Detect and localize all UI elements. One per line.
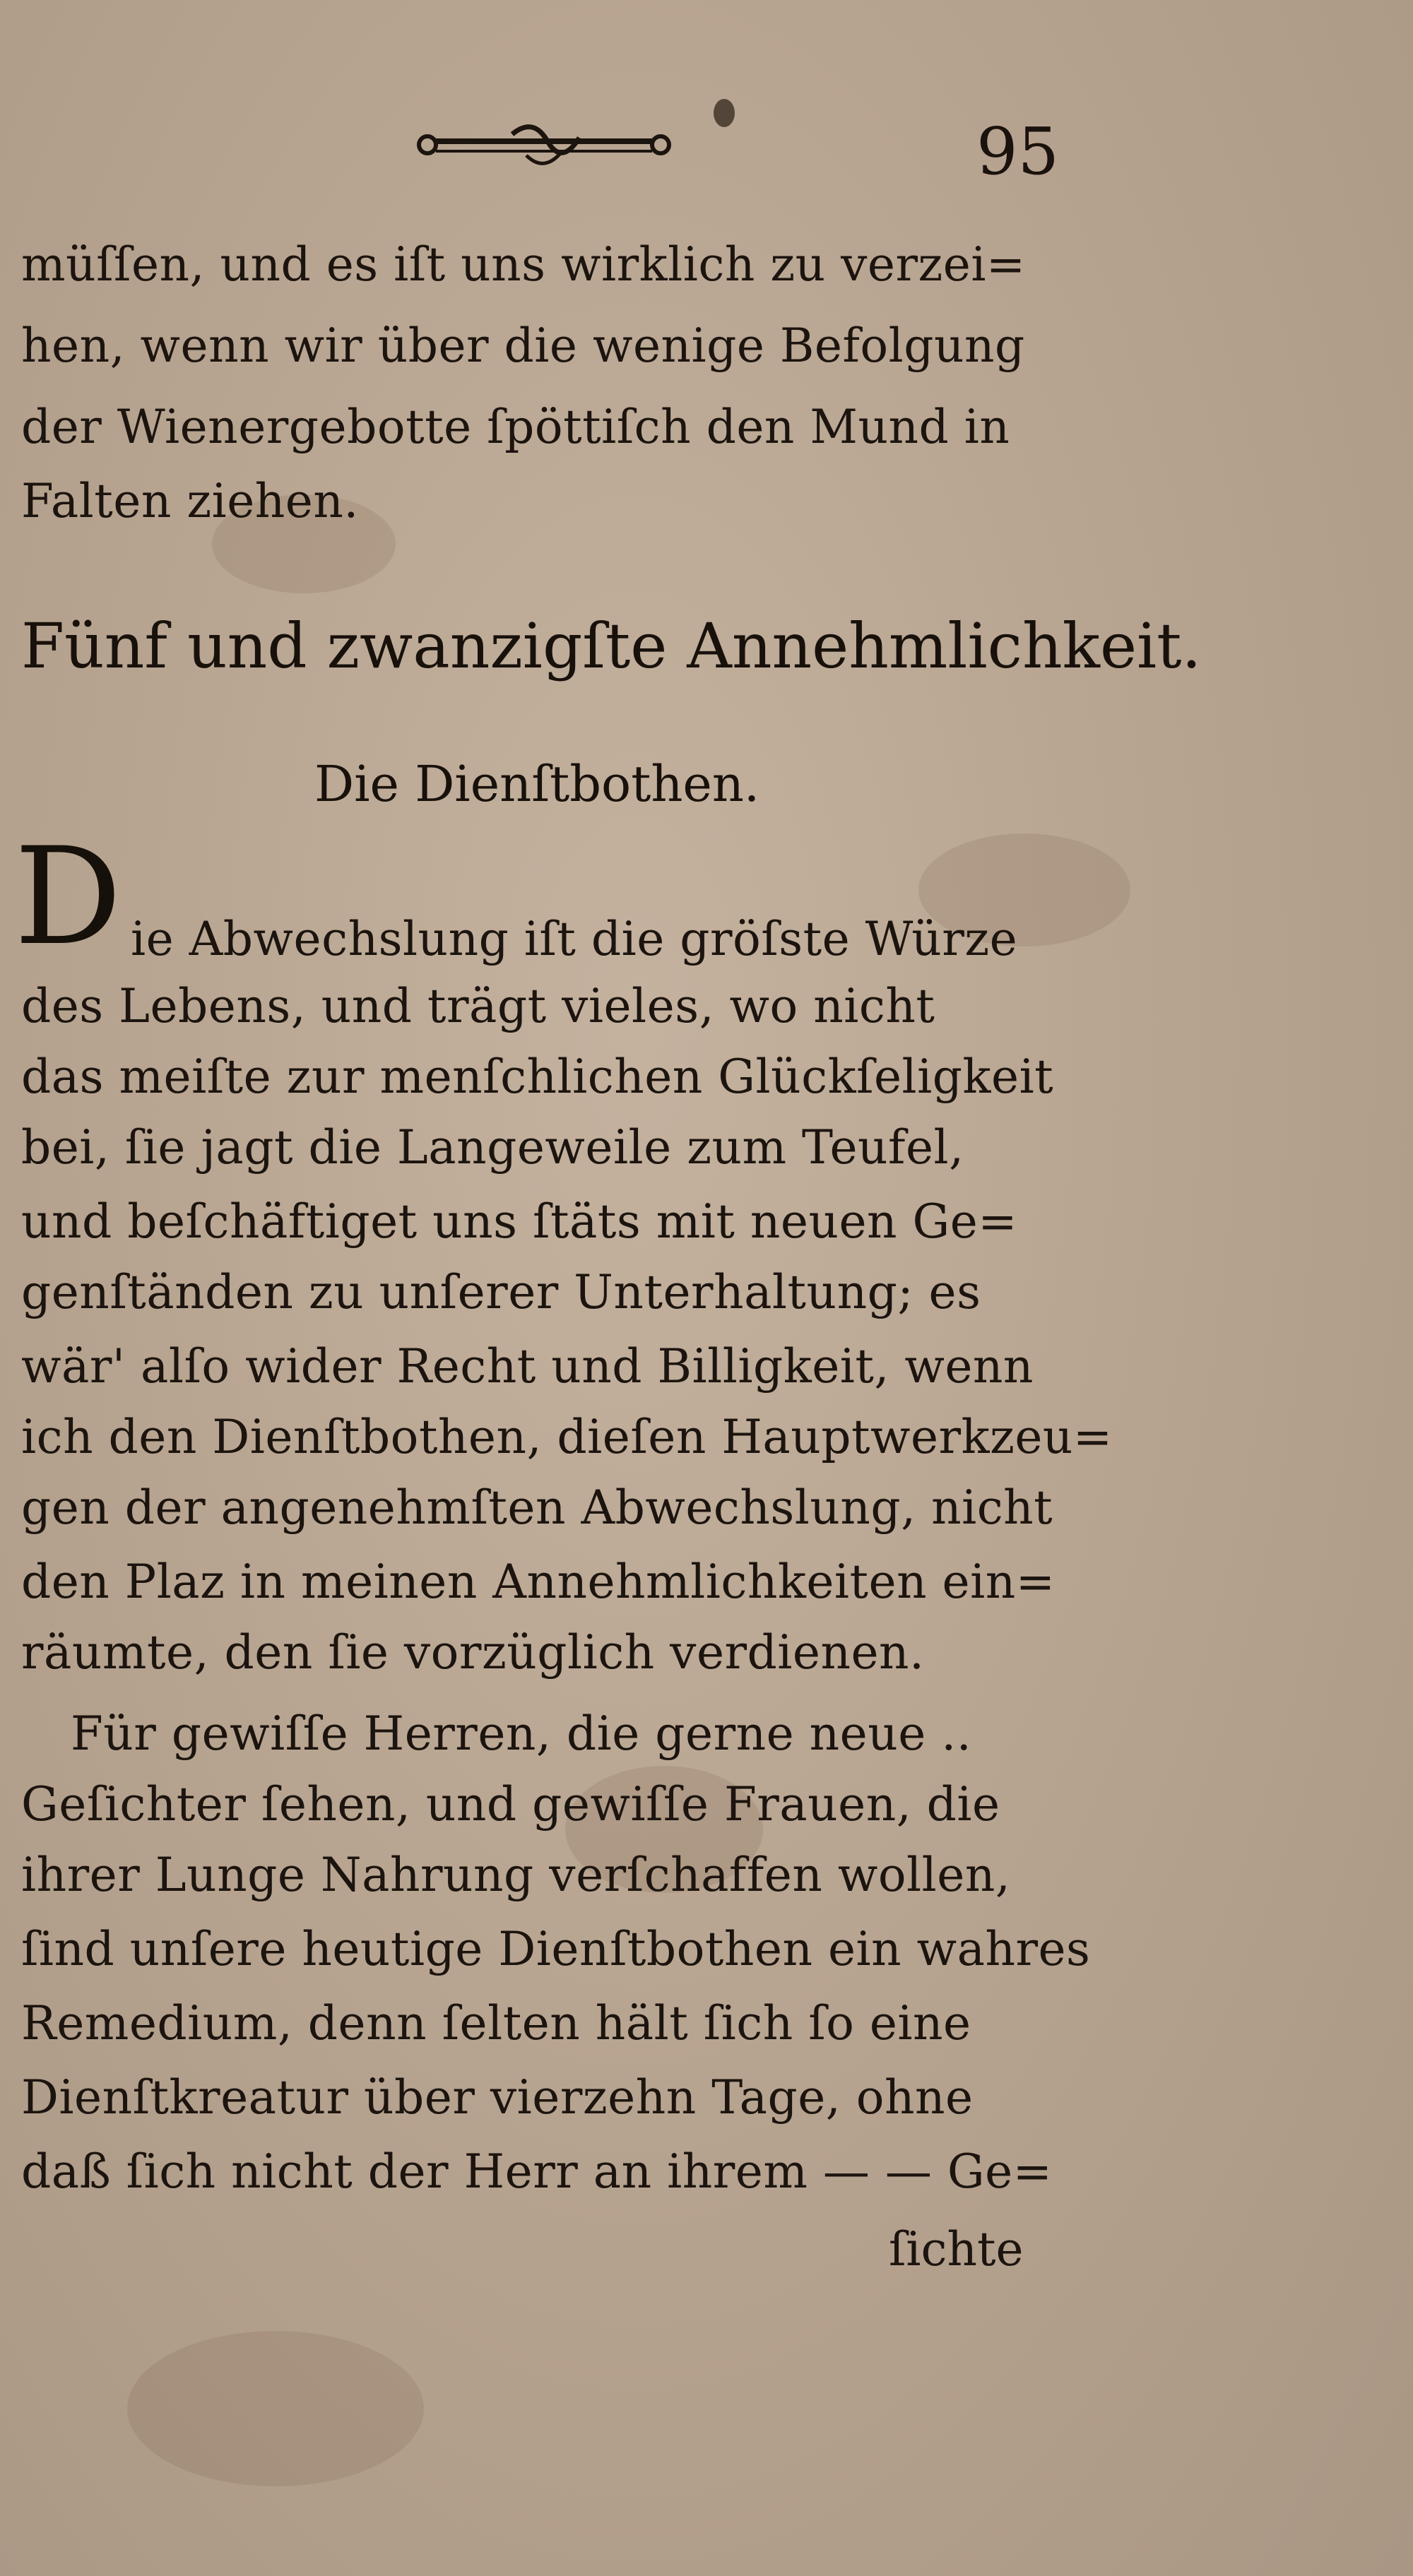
text-line: Geſichter ſehen, und gewiſſe Frauen, die: [21, 1777, 1000, 1832]
section-heading: Fünf und zwanzigſte Annehmlichkeit.: [21, 610, 1202, 682]
text-line: den Plaz in meinen Annehmlichkeiten ein=: [21, 1555, 1056, 1609]
page-number: 95: [976, 114, 1060, 189]
text-line: hen, wenn wir über die wenige Befolgung: [21, 319, 1025, 373]
drop-cap: D: [14, 819, 122, 975]
text-line: des Lebens, und trägt vieles, wo nicht: [21, 979, 935, 1033]
text-line: der Wienergebotte ſpöttiſch den Mund in: [21, 400, 1010, 454]
text-line: müſſen, und es iſt uns wirklich zu verzei=: [21, 237, 1026, 292]
text-line: Für gewiſſe Herren, die gerne neue ..: [71, 1707, 972, 1761]
text-line: gen der angenehmſten Abwechslung, nicht: [21, 1480, 1053, 1535]
text-line: ich den Dienſtbothen, dieſen Hauptwerkzeu=: [21, 1410, 1113, 1464]
text-line: räumte, den ſie vorzüglich verdienen.: [21, 1625, 925, 1680]
section-subheading: Die Dienſtbothen.: [314, 755, 760, 813]
text-line: Remedium, denn ſelten hält ſich ſo eine: [21, 1996, 971, 2050]
text-line: Dienſtkreatur über vierzehn Tage, ohne: [21, 2070, 974, 2125]
text-line: daß ſich nicht der Herr an ihrem — — Ge=: [21, 2144, 1053, 2199]
paper-stain: [127, 2331, 424, 2486]
catchword: ſichte: [889, 2222, 1024, 2277]
text-line: das meiſte zur menſchlichen Glückſeligkeit: [21, 1050, 1054, 1104]
text-line: und beſchäftiget uns ſtäts mit neuen Ge=: [21, 1194, 1018, 1249]
paper-stain: [714, 99, 735, 127]
text-line: Falten ziehen.: [21, 474, 359, 528]
text-line: genſtänden zu unſerer Unterhaltung; es: [21, 1265, 981, 1319]
text-line: ihrer Lunge Nahrung verſchaffen wollen,: [21, 1848, 1011, 1902]
text-line: ie Abwechslung iſt die gröſste Würze: [131, 912, 1018, 966]
text-line: wär' alſo wider Recht und Billigkeit, wenn: [21, 1339, 1034, 1394]
text-line: ſind unſere heutige Dienſtbothen ein wahres: [21, 1922, 1091, 1976]
header-ornament-icon: [413, 113, 675, 177]
text-line: bei, ſie jagt die Langeweile zum Teufel,: [21, 1120, 964, 1175]
